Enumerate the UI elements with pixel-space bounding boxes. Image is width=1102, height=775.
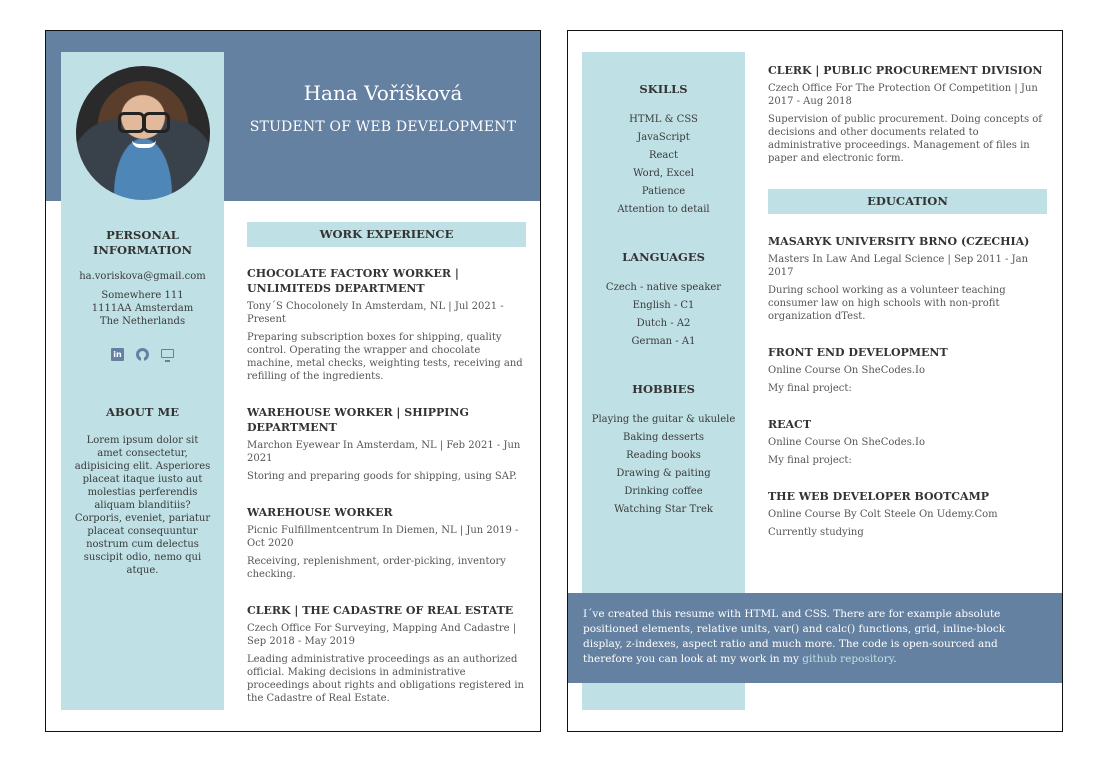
education-entry-desc: During school working as a volunteer teaching consumer law on high schools with non-profit organization dTest.: [768, 285, 1006, 322]
work-entry-title: WAREHOUSE WORKER | SHIPPING DEPARTMENT: [247, 406, 469, 434]
language-item: Czech - native speaker: [605, 282, 722, 293]
work-entry: [768, 63, 1048, 165]
hobby-item: Watching Star Trek: [614, 504, 713, 515]
person-name: Hana Voříšková: [303, 81, 463, 105]
about-me-text: Lorem ipsum dolor sit amet consectetur, adipisicing elit. Asperiores placeat itaque iusto aut molestias perferendis aliquam blanditiis? Corporis, eveniet, pariatur placeat consequuntur nostrum cum delectus suscipit odio, nemo qui atque.: [74, 435, 211, 576]
education-entry-desc: My final project:: [768, 455, 852, 466]
work-entry-title: CLERK | THE CADASTRE OF REAL ESTATE: [247, 604, 514, 617]
work-entry-sub: Czech Office For Surveying, Mapping And Cadastre | Sep 2018 - May 2019: [247, 623, 517, 647]
education-title: EDUCATION: [768, 189, 1047, 214]
work-entry-desc: Storing and preparing goods for shipping, using SAP.: [247, 471, 517, 482]
linkedin-icon[interactable]: in: [111, 348, 124, 361]
skill-item: Word, Excel: [633, 168, 694, 179]
glasses-shape: [118, 112, 170, 128]
language-item: German - A1: [631, 336, 696, 347]
education-entry: [768, 489, 1048, 539]
skill-item: HTML & CSS: [629, 114, 698, 125]
education-entry-sub: Online Course By Colt Steele On Udemy.Com: [768, 509, 998, 520]
education-entry-title: REACT: [768, 418, 812, 431]
education-entry: [768, 417, 1048, 467]
footer-text: I´ve created this resume with HTML and CSS. There are for example absolute positioned elements, relative units, var() and calc() functions, grid, inline-block display, z-indexes, aspect ratio and much more. The code is open-sourced and therefore you can look at my work in my: [583, 608, 1006, 665]
education-entry-sub: Masters In Law And Legal Science | Sep 2011 - Jan 2017: [768, 254, 1029, 278]
address-line-2: 1111AA Amsterdam: [91, 303, 194, 314]
work-experience-section: [247, 222, 527, 705]
hobbies-section: [582, 382, 745, 519]
personal-title-line1: PERSONAL: [106, 228, 179, 242]
about-me-section: [61, 405, 224, 577]
skill-item: Attention to detail: [617, 204, 710, 215]
languages-section: [582, 250, 745, 351]
hobbies-list: [582, 411, 745, 519]
address-line-1: Somewhere 111: [101, 290, 184, 301]
work-entry-desc: Leading administrative proceedings as an authorized official. Making decisions in administrative proceedings about rights and obligations registered in the Cadastre of Real Estate.: [247, 654, 524, 704]
education-entry-title: MASARYK UNIVERSITY BRNO (CZECHIA): [768, 235, 1030, 248]
personal-information-section: [61, 228, 224, 361]
github-repository-link[interactable]: github repository: [802, 653, 894, 665]
hobbies-title: HOBBIES: [632, 382, 695, 396]
education-entry-desc: Currently studying: [768, 527, 864, 538]
education-entry-title: THE WEB DEVELOPER BOOTCAMP: [768, 490, 990, 503]
email-link[interactable]: ha.voriskova@gmail.com: [79, 271, 206, 282]
hobby-item: Drawing & paiting: [616, 468, 711, 479]
work-entry-title: CHOCOLATE FACTORY WORKER | UNLIMITEDS DEPARTMENT: [247, 267, 459, 295]
profile-photo: [76, 66, 210, 200]
work-entry: [247, 266, 527, 383]
education-entry-title: FRONT END DEVELOPMENT: [768, 346, 948, 359]
work-entry-title: WAREHOUSE WORKER: [247, 506, 393, 519]
work-entry-desc: Preparing subscription boxes for shipping, quality control. Operating the wrapper and chocolate machine, metal checks, weighting tests, receiving and refilling of the ingredients.: [247, 332, 523, 382]
resume-page-1: [45, 30, 541, 732]
work-entry: [247, 603, 527, 705]
page2-main-column: [768, 63, 1048, 539]
skills-title: SKILLS: [639, 82, 688, 96]
hobby-item: Drinking coffee: [624, 486, 703, 497]
github-icon[interactable]: [136, 348, 149, 361]
work-entry-title: CLERK | PUBLIC PROCUREMENT DIVISION: [768, 64, 1043, 77]
personal-information-title: [61, 228, 224, 258]
resume-page-2: [567, 30, 1063, 732]
skills-section: [582, 82, 745, 219]
languages-list: [582, 279, 745, 351]
hobby-item: Baking desserts: [622, 432, 705, 443]
smile-shape: [132, 140, 156, 148]
skill-item: JavaScript: [637, 132, 690, 143]
skill-item: Patience: [641, 186, 686, 197]
footer-note: [568, 593, 1062, 683]
monitor-icon[interactable]: [161, 349, 174, 358]
work-entry-sub: Tony´S Chocolonely In Amsterdam, NL | Jul 2021 - Present: [247, 301, 504, 325]
hobby-item: Reading books: [626, 450, 701, 461]
personal-title-line2: INFORMATION: [92, 243, 193, 257]
about-me-title: ABOUT ME: [106, 405, 179, 419]
skill-item: React: [648, 150, 679, 161]
education-entry: [768, 234, 1048, 323]
education-entry-sub: Online Course On SheCodes.Io: [768, 437, 925, 448]
social-icons: [61, 348, 224, 361]
education-entry-sub: Online Course On SheCodes.Io: [768, 365, 925, 376]
skills-list: [582, 111, 745, 219]
work-entry: [247, 505, 527, 581]
work-entry-sub: Marchon Eyewear In Amsterdam, NL | Feb 2021 - Jun 2021: [247, 440, 521, 464]
left-sidebar: [61, 52, 224, 710]
work-entry: [247, 405, 527, 483]
work-experience-title: WORK EXPERIENCE: [247, 222, 526, 247]
address-line-3: The Netherlands: [99, 316, 186, 327]
work-entry-sub: Czech Office For The Protection Of Competition | Jun 2017 - Aug 2018: [768, 83, 1038, 107]
person-role: STUDENT OF WEB DEVELOPMENT: [249, 119, 517, 135]
hobby-item: Playing the guitar & ukulele: [591, 414, 736, 425]
work-entry-desc: Supervision of public procurement. Doing concepts of decisions and other documents related to administrative proceedings. Management of files in paper and electronic form.: [768, 114, 1042, 164]
language-item: Dutch - A2: [636, 318, 691, 329]
education-entry-desc: My final project:: [768, 383, 852, 394]
language-item: English - C1: [632, 300, 695, 311]
work-entry-sub: Picnic Fulfillmentcentrum In Diemen, NL | Jun 2019 - Oct 2020: [247, 525, 519, 549]
footer-end: .: [893, 653, 897, 665]
work-entry-desc: Receiving, replenishment, order-picking, inventory checking.: [247, 556, 506, 580]
languages-title: LANGUAGES: [622, 250, 705, 264]
education-entry: [768, 345, 1048, 395]
